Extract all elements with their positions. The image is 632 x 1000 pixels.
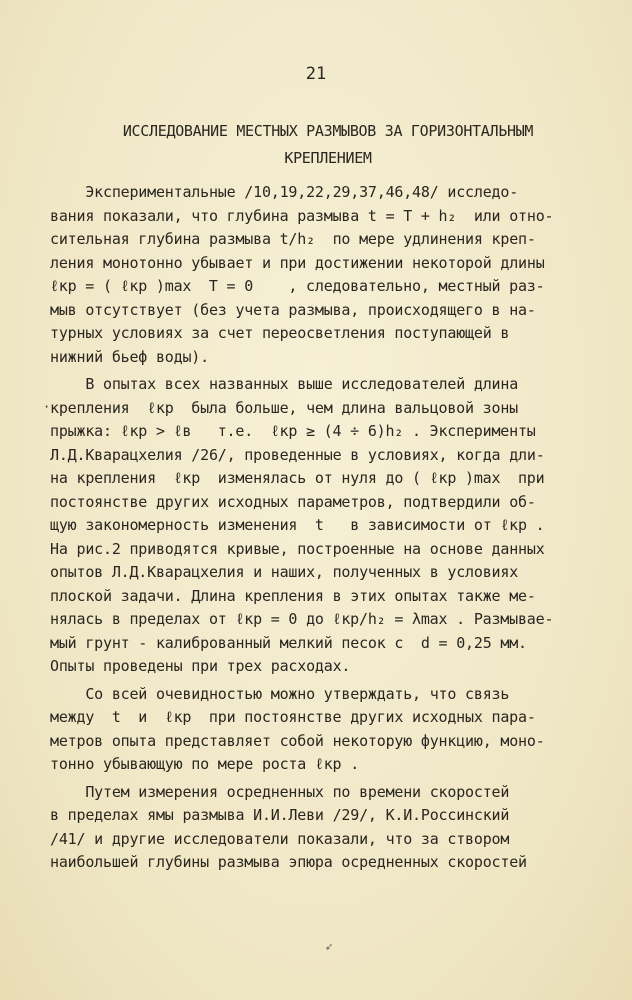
- body-line: ℓкр = ( ℓкр )max T = 0 , следовательно, местный раз-: [50, 277, 545, 295]
- body-line: нижний бьеф воды).: [50, 347, 209, 366]
- body-line: На рис.2 приводятся кривые, построенные на основе данных: [50, 539, 545, 558]
- body-line: между t и ℓкр при постоянстве других исходных пара-: [50, 708, 536, 726]
- body-line: Экспериментальные /10,19,22,29,37,46,48/ исследо-: [50, 183, 519, 201]
- body-line: ления монотонно убывает и при достижении некоторой длины: [50, 253, 545, 272]
- body-line: щую закономерность изменения t в зависимости от ℓкр .: [50, 516, 545, 534]
- body-line: Путем измерения осредненных по времени скоростей: [50, 782, 510, 801]
- body-line: постоянстве других исходных параметров, подтвердили об-: [50, 492, 536, 511]
- body-line: мый грунт - калиброванный мелкий песок с d = 0,25 мм.: [50, 633, 527, 652]
- body-line: на крепления ℓкр изменялась от нуля до ( ℓкр )max при: [50, 469, 545, 487]
- body-line: прыжка: ℓкр > ℓв т.е. ℓкр ≥ (4 ÷ 6)h₂ . Эксперименты: [50, 422, 536, 440]
- page-mark: ➶: [325, 940, 333, 954]
- body-line: /41/ и другие исследователи показали, что за створом: [50, 829, 510, 848]
- body-line: опытов Л.Д.Кварацхелия и наших, полученных в условиях: [50, 563, 519, 581]
- title-line-2: КРЕПЛЕНИЕМ: [284, 149, 372, 167]
- body-line: сительная глубина размыва t/h₂ по мере удлинения креп-: [50, 230, 536, 248]
- body-line: Опыты проведены при трех расходах.: [50, 657, 351, 675]
- margin-dot: ·: [43, 400, 51, 414]
- body-line: турных условиях за счет переосветления поступающей в: [50, 324, 510, 342]
- body-line: плоской задачи. Длина крепления в этих опытах также ме-: [50, 586, 536, 605]
- body-line: Л.Д.Кварацхелия /26/, проведенные в условиях, когда дли-: [50, 445, 545, 464]
- body-line: нялась в пределах от ℓкр = 0 до ℓкр/h₂ = λmax . Размываe-: [50, 610, 554, 628]
- body-line: тонно убывающую по мере роста ℓкр .: [50, 755, 360, 773]
- page-number: 21: [305, 64, 327, 84]
- body-text: [50, 181, 580, 875]
- title-line-1: ИССЛЕДОВАНИЕ МЕСТНЫХ РАЗМЫВОВ ЗА ГОРИЗОНТАЛЬНЫМ: [122, 122, 534, 140]
- body-line: Со всей очевидностью можно утверждать, что связь: [50, 684, 510, 703]
- body-line: вания показали, что глубина размыва t = T + h₂ или отно-: [50, 206, 554, 225]
- body-line: метров опыта представляет собой некоторую функцию, моно-: [50, 731, 545, 750]
- body-line: В опытах всех названных выше исследователей длина: [50, 375, 519, 393]
- body-line: в пределах ямы размыва И.И.Леви /29/, К.И.Россинский: [50, 806, 510, 824]
- body-line: наибольшей глубины размыва эпюра осредненных скоростей: [50, 853, 527, 871]
- body-line: мыв отсутствует (без учета размыва, происходящего в на-: [50, 300, 536, 319]
- section-title: [80, 118, 576, 172]
- body-line: крепления ℓкр была больше, чем длина вальцовой зоны: [50, 398, 519, 417]
